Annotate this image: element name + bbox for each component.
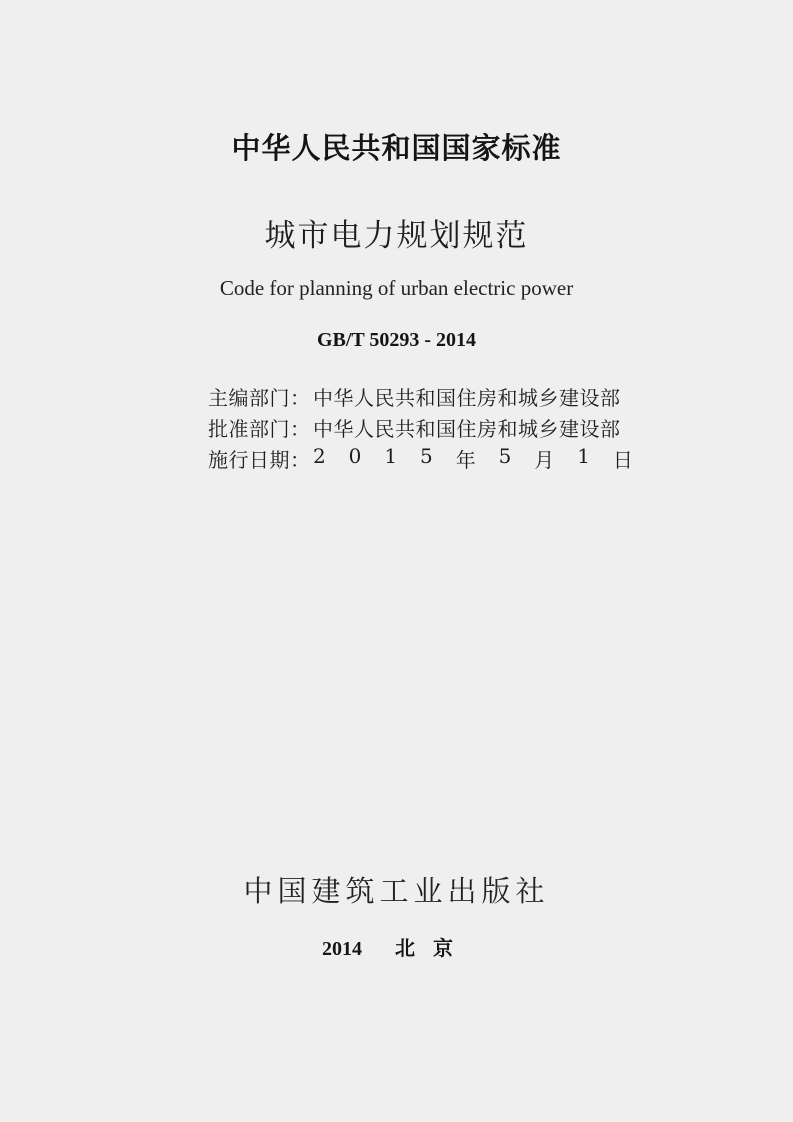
chief-editor-value: 中华人民共和国住房和城乡建设部: [313, 386, 621, 410]
chief-editor-label: 主编部门：: [208, 386, 311, 410]
date-part: 年: [455, 448, 476, 472]
document-title: 城市电力规划规范: [264, 218, 529, 254]
chief-editor-row: [208, 381, 648, 412]
date-part: 1: [577, 444, 590, 468]
publication-year: 2014: [322, 938, 363, 960]
effective-date-value: [313, 444, 633, 473]
date-part: 1: [384, 444, 398, 468]
date-part: 0: [348, 444, 362, 468]
standard-number: GB/T 50293 - 2014: [316, 329, 477, 351]
date-part: 月: [534, 448, 555, 472]
english-title: Code for planning of urban electric power: [219, 276, 574, 300]
publication-city: 北京: [394, 936, 471, 960]
effective-date-label: 施行日期：: [208, 448, 311, 472]
effective-date-row: [208, 443, 648, 474]
date-part: 日: [612, 448, 633, 472]
approval-row: [208, 412, 648, 443]
date-part: 5: [420, 444, 433, 468]
publisher-name: 中国建筑工业出版社: [243, 874, 550, 908]
issuance-info: [208, 381, 648, 474]
date-part: 2: [313, 444, 326, 468]
publication-line: [0, 932, 793, 961]
series-title: 中华人民共和国国家标准: [231, 131, 562, 165]
approval-value: 中华人民共和国住房和城乡建设部: [313, 417, 621, 441]
date-part: 5: [498, 444, 512, 468]
approval-label: 批准部门：: [208, 417, 311, 441]
